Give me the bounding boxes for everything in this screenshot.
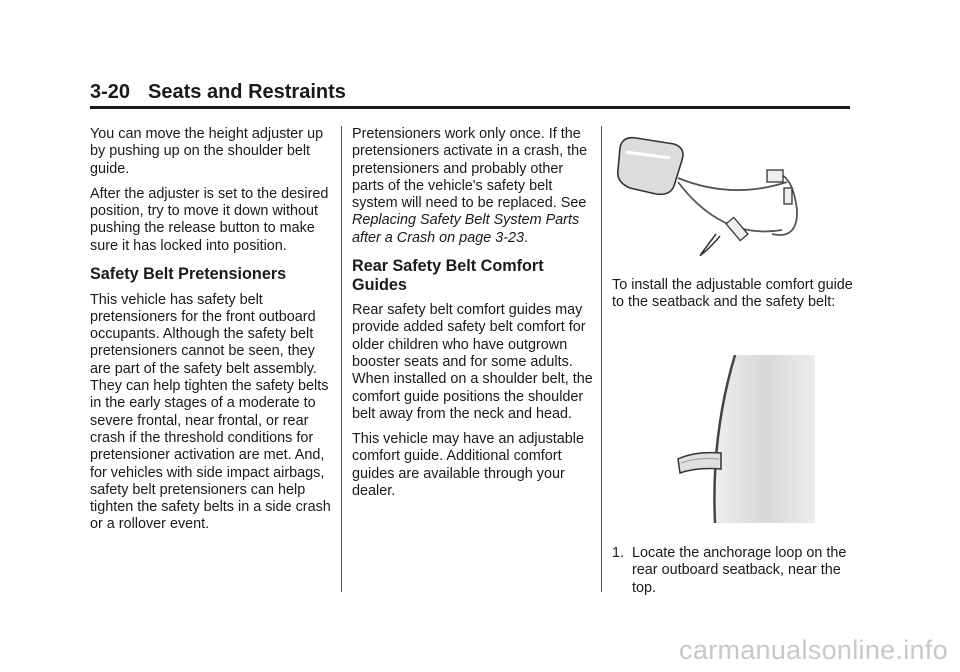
paragraph: Rear safety belt comfort guides may provide added safety belt comfort for older children who have outgrown booster seats and for some adults. When installed on a shoulder belt, the comfort guide positions the shoulder belt away from the neck and head. xyxy=(352,302,593,422)
instruction-steps xyxy=(612,545,857,597)
paragraph: To install the adjustable comfort guide to the seatback and the safety belt: xyxy=(612,277,853,311)
paragraph: This vehicle has safety belt pretensioners for the front outboard occupants. Although the safety belt pretensioners cannot be seen, they are part of the safety belt assembly. They can help tighten the safety belts in the early stages of a moderate to severe frontal, near frontal, or rear crash if the threshold conditions for pretensioner activation are met. And, for vehicles with side impact airbags, safety belt pretensioners can help tighten the safety belts in a side crash or a rollover event. xyxy=(90,291,331,533)
step-number: 1. xyxy=(612,545,625,561)
cross-reference-link[interactable]: Replacing Safety Belt System Parts after a Crash on page 3-23 xyxy=(352,212,580,246)
paragraph: Pretensioners work only once. If the pretensioners activate in a crash, the pretensioners and probably other parts of the vehicle's safety belt system will need to be replaced. See Replacing Safety Belt System Parts after a Crash on page 3-23. xyxy=(352,126,588,246)
column-left xyxy=(90,126,335,542)
list-item xyxy=(612,545,857,597)
section-heading: Rear Safety Belt Comfort Guides xyxy=(352,257,544,294)
column-divider xyxy=(341,126,342,592)
column-middle xyxy=(352,126,597,508)
column-right xyxy=(612,277,857,320)
watermark: carmanualsonline.info xyxy=(679,635,948,665)
paragraph: After the adjuster is set to the desired position, try to move it down without pushing the release button to make sure it has locked into position. xyxy=(90,185,329,254)
column-divider xyxy=(601,126,602,592)
section-heading: Safety Belt Pretensioners xyxy=(90,265,287,284)
page-number: 3-20 xyxy=(90,81,131,103)
seatback-anchorage-illustration xyxy=(675,355,815,523)
section-title: Seats and Restraints xyxy=(148,81,346,103)
page-header xyxy=(90,80,850,109)
comfort-guide-illustration xyxy=(612,130,852,260)
paragraph: You can move the height adjuster up by pushing up on the shoulder belt guide. xyxy=(90,126,324,177)
paragraph: This vehicle may have an adjustable comfort guide. Additional comfort guides are available through your dealer. xyxy=(352,431,584,500)
step-text: Locate the anchorage loop on the rear outboard seatback, near the top. xyxy=(632,545,847,596)
